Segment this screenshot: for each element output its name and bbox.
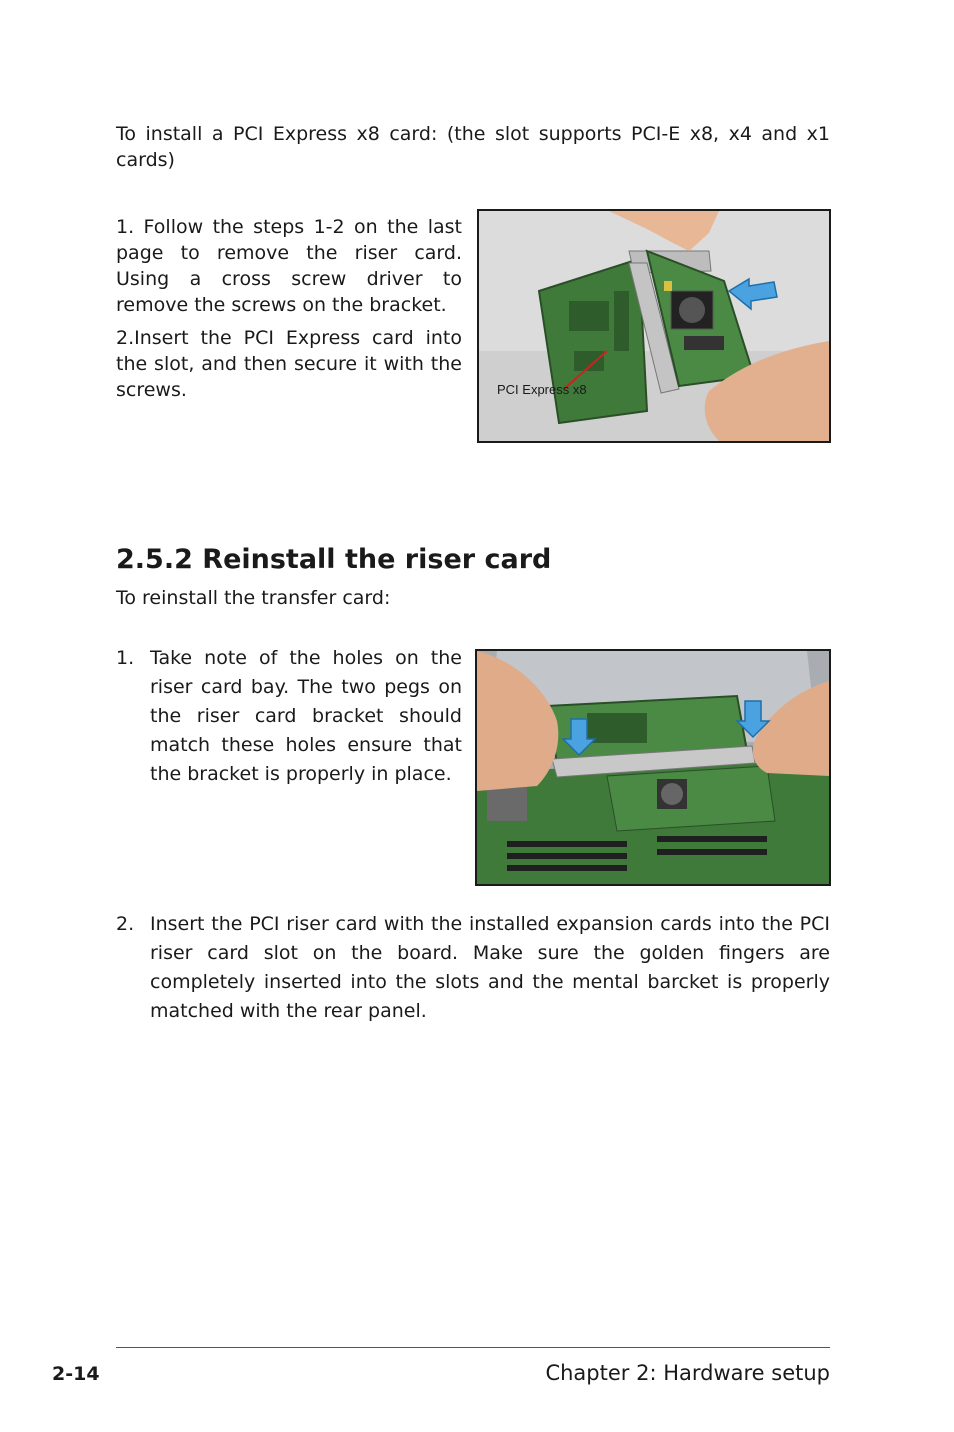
- install-step-1: 1. Follow the steps 1-2 on the last page to remove the riser card. Using a cross screw driver to remove the screws on the bracket.: [116, 216, 462, 316]
- section-intro: To reinstall the transfer card:: [116, 587, 391, 609]
- pci-express-install-photo: [477, 209, 831, 443]
- riser-card-reinstall-photo: [475, 649, 831, 886]
- step-number: 2.: [116, 913, 135, 935]
- step-number: 1.: [116, 647, 135, 669]
- footer-divider: [116, 1347, 830, 1348]
- step-text: Insert the PCI riser card with the installed expansion cards into the PCI riser card slot on the board. Make sure the golden fingers are completely inserted into the slots and the mental barcket is properly matched with the rear panel.: [150, 913, 830, 1022]
- riser-card-reinstall-illustration: [477, 651, 829, 884]
- step-text: Take note of the holes on the riser card bay. The two pegs on the riser card bracket should match these holes ensure that the bracket is properly in place.: [150, 647, 462, 785]
- page-number: 2-14: [52, 1363, 100, 1385]
- section-heading: 2.5.2 Reinstall the riser card: [116, 544, 552, 575]
- pci-express-x8-label: PCI Express x8: [497, 382, 587, 397]
- chapter-title: Chapter 2: Hardware setup: [545, 1361, 830, 1385]
- reinstall-step-1: [116, 644, 462, 794]
- intro-paragraph: To install a PCI Express x8 card: (the slot supports PCI-E x8, x4 and x1 cards): [116, 123, 830, 171]
- install-step-2: 2.Insert the PCI Express card into the slot, and then secure it with the screws.: [116, 327, 462, 401]
- reinstall-step-2: [116, 910, 830, 1030]
- pci-express-install-illustration: [479, 211, 829, 441]
